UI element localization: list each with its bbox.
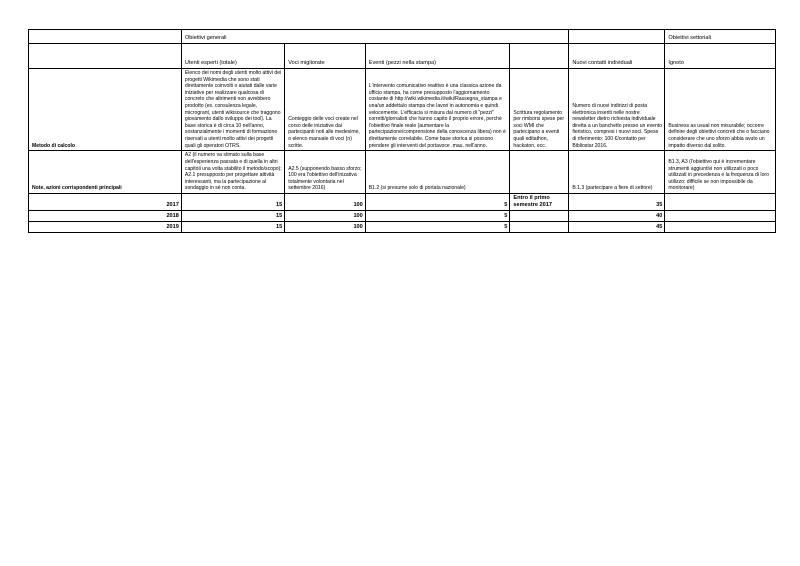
row-label-note-azioni: Note, azioni corrispondenti principali xyxy=(29,151,182,194)
cell-value-col5: Entro il primo semestre 2017 xyxy=(510,193,569,210)
cell-note-nuovi-contatti: B.1.3 (partecipare a fiere di settore) xyxy=(569,151,665,194)
objectives-table xyxy=(28,29,776,233)
cell-value-ignoto xyxy=(665,221,776,232)
table-row xyxy=(29,210,776,221)
band-leading-blank xyxy=(29,30,182,44)
cell-year-label: 2019 xyxy=(29,221,182,232)
cell-year-label: 2017 xyxy=(29,193,182,210)
cell-value-nuovi-contatti: 45 xyxy=(569,221,665,232)
cell-metodo-utenti-esperti: Elenco dei nomi degli utenti molto attivi dei progetti Wikimedia che sono stati direttamente coinvolti o aiutati dalle varie iniziative per realizzare qualcosa di concreto che altrimenti non avrebbero prodotto (es. consulenza legale, microgrant, utenti wikisource che traggono giovamento dallo sviluppo dei tool). La base storica è di circa 10 nell'anno, sostanzialmente i momenti di formazione riservati a utenti molto attivi dei progetti quali gli operatori OTRS. xyxy=(181,69,284,151)
header-eventi: Eventi (pezzi nella stampa) xyxy=(365,44,510,69)
cell-note-ignoto: B1.3, A3 (l'obiettivo qui è incrementare strumenti aggiuntivi non utilizzati o poco utilizzati in precedenza e la frequenza di loro utilizzo: difficile se non impossibile da monitorare) xyxy=(665,151,776,194)
cell-value-voci-migliorate: 100 xyxy=(285,221,366,232)
table-row xyxy=(29,193,776,210)
cell-metodo-ignoto: Business as usual non misurabile; occorre definire degli obiettivi concreti che o facciano considerare che uno sforzo abbia avuto un impatto diverso dal solito. xyxy=(665,69,776,151)
cell-value-eventi: 5 xyxy=(365,193,510,210)
cell-note-utenti-esperti: A2 (il numero va stimato sulla base dell'esperienza passata e di quella in altri capitoli una volta stabilito il metodo/scopo); A2.1 presupposto per progettare attività interessanti, ma la partecipazione al sondaggio in sé non conta. xyxy=(181,151,284,194)
cell-value-nuovi-contatti: 40 xyxy=(569,210,665,221)
cell-value-nuovi-contatti: 35 xyxy=(569,193,665,210)
cell-value-utenti-esperti: 15 xyxy=(181,221,284,232)
cell-metodo-col5: Scrittura regolamento per rimborsi spese per soci WMI che partecipano a eventi quali editathon, hackaton, ecc. xyxy=(510,69,569,151)
table-row-metodo-di-calcolo xyxy=(29,69,776,151)
cell-value-utenti-esperti: 15 xyxy=(181,210,284,221)
band-obiettivi-generali: Obiettivi generali xyxy=(181,30,568,44)
cell-value-col5 xyxy=(510,221,569,232)
header-row-label-blank xyxy=(29,44,182,69)
cell-value-utenti-esperti: 15 xyxy=(181,193,284,210)
header-utenti-esperti: Utenti esperti (totale) xyxy=(181,44,284,69)
cell-note-voci-migliorate: A2.5 (supponendo basso sforzo; 100 era l'obiettivo dell'inizativa totalmente volontaria nel settembre 2016) xyxy=(285,151,366,194)
header-col5-blank xyxy=(510,44,569,69)
header-nuovi-contatti: Nuovi contatti individuali xyxy=(569,44,665,69)
cell-value-eventi: 5 xyxy=(365,210,510,221)
cell-note-col5 xyxy=(510,151,569,194)
cell-year-label: 2018 xyxy=(29,210,182,221)
band-gap-blank xyxy=(569,30,665,44)
cell-value-eventi: 5 xyxy=(365,221,510,232)
table-row xyxy=(29,221,776,232)
cell-value-ignoto xyxy=(665,210,776,221)
band-obiettivi-settoriali: Obiettivi settoriali xyxy=(665,30,776,44)
cell-value-voci-migliorate: 100 xyxy=(285,193,366,210)
cell-value-ignoto xyxy=(665,193,776,210)
cell-value-col5 xyxy=(510,210,569,221)
header-ignoto: Ignoto xyxy=(665,44,776,69)
table-band-row xyxy=(29,30,776,44)
row-label-metodo-di-calcolo: Metodo di calcolo xyxy=(29,69,182,151)
cell-metodo-voci-migliorate: Conteggio delle voci create nel corso delle iniziative dai partecipanti noti alle medesime, o elenco manuale di voci (n) scritte. xyxy=(285,69,366,151)
cell-note-eventi: B1.2 (si presume solo di portata nazionale) xyxy=(365,151,510,194)
table-row-note-azioni xyxy=(29,151,776,194)
header-voci-migliorate: Voci migliorate xyxy=(285,44,366,69)
table-header-row xyxy=(29,44,776,69)
cell-metodo-eventi: L'intervento comunicativo reattivo è una classica azione da ufficio stampa, ha come presupposto l'aggiornamento costante di http://wiki.wikimedia.it/wiki/Rassegna_stampa e una/un addetta/o stampa che lavori in autonomia e quindi velocemente. L'efficacia si misura dal numero di "pezzi" corretti/giornalisti che hanno capito il proprio errore, perché l'obiettivo finale reale (aumentare la partecipazione/comprensione della conoscenza libera) non è direttamente correlabile. Come base storica si possono prendere gli interventi del portavoce .mau. nell'anno. xyxy=(365,69,510,151)
cell-value-voci-migliorate: 100 xyxy=(285,210,366,221)
cell-metodo-nuovi-contatti: Numero di nuovi indirizzi di posta elettronica inseriti nelle nostre newsletter dietro richiesta individuale diretta a un banchetto presso un evento fieristico, compresi i nuovi soci. Spese di riferimento: 100 €/contatto per Bibliostar 2016. xyxy=(569,69,665,151)
